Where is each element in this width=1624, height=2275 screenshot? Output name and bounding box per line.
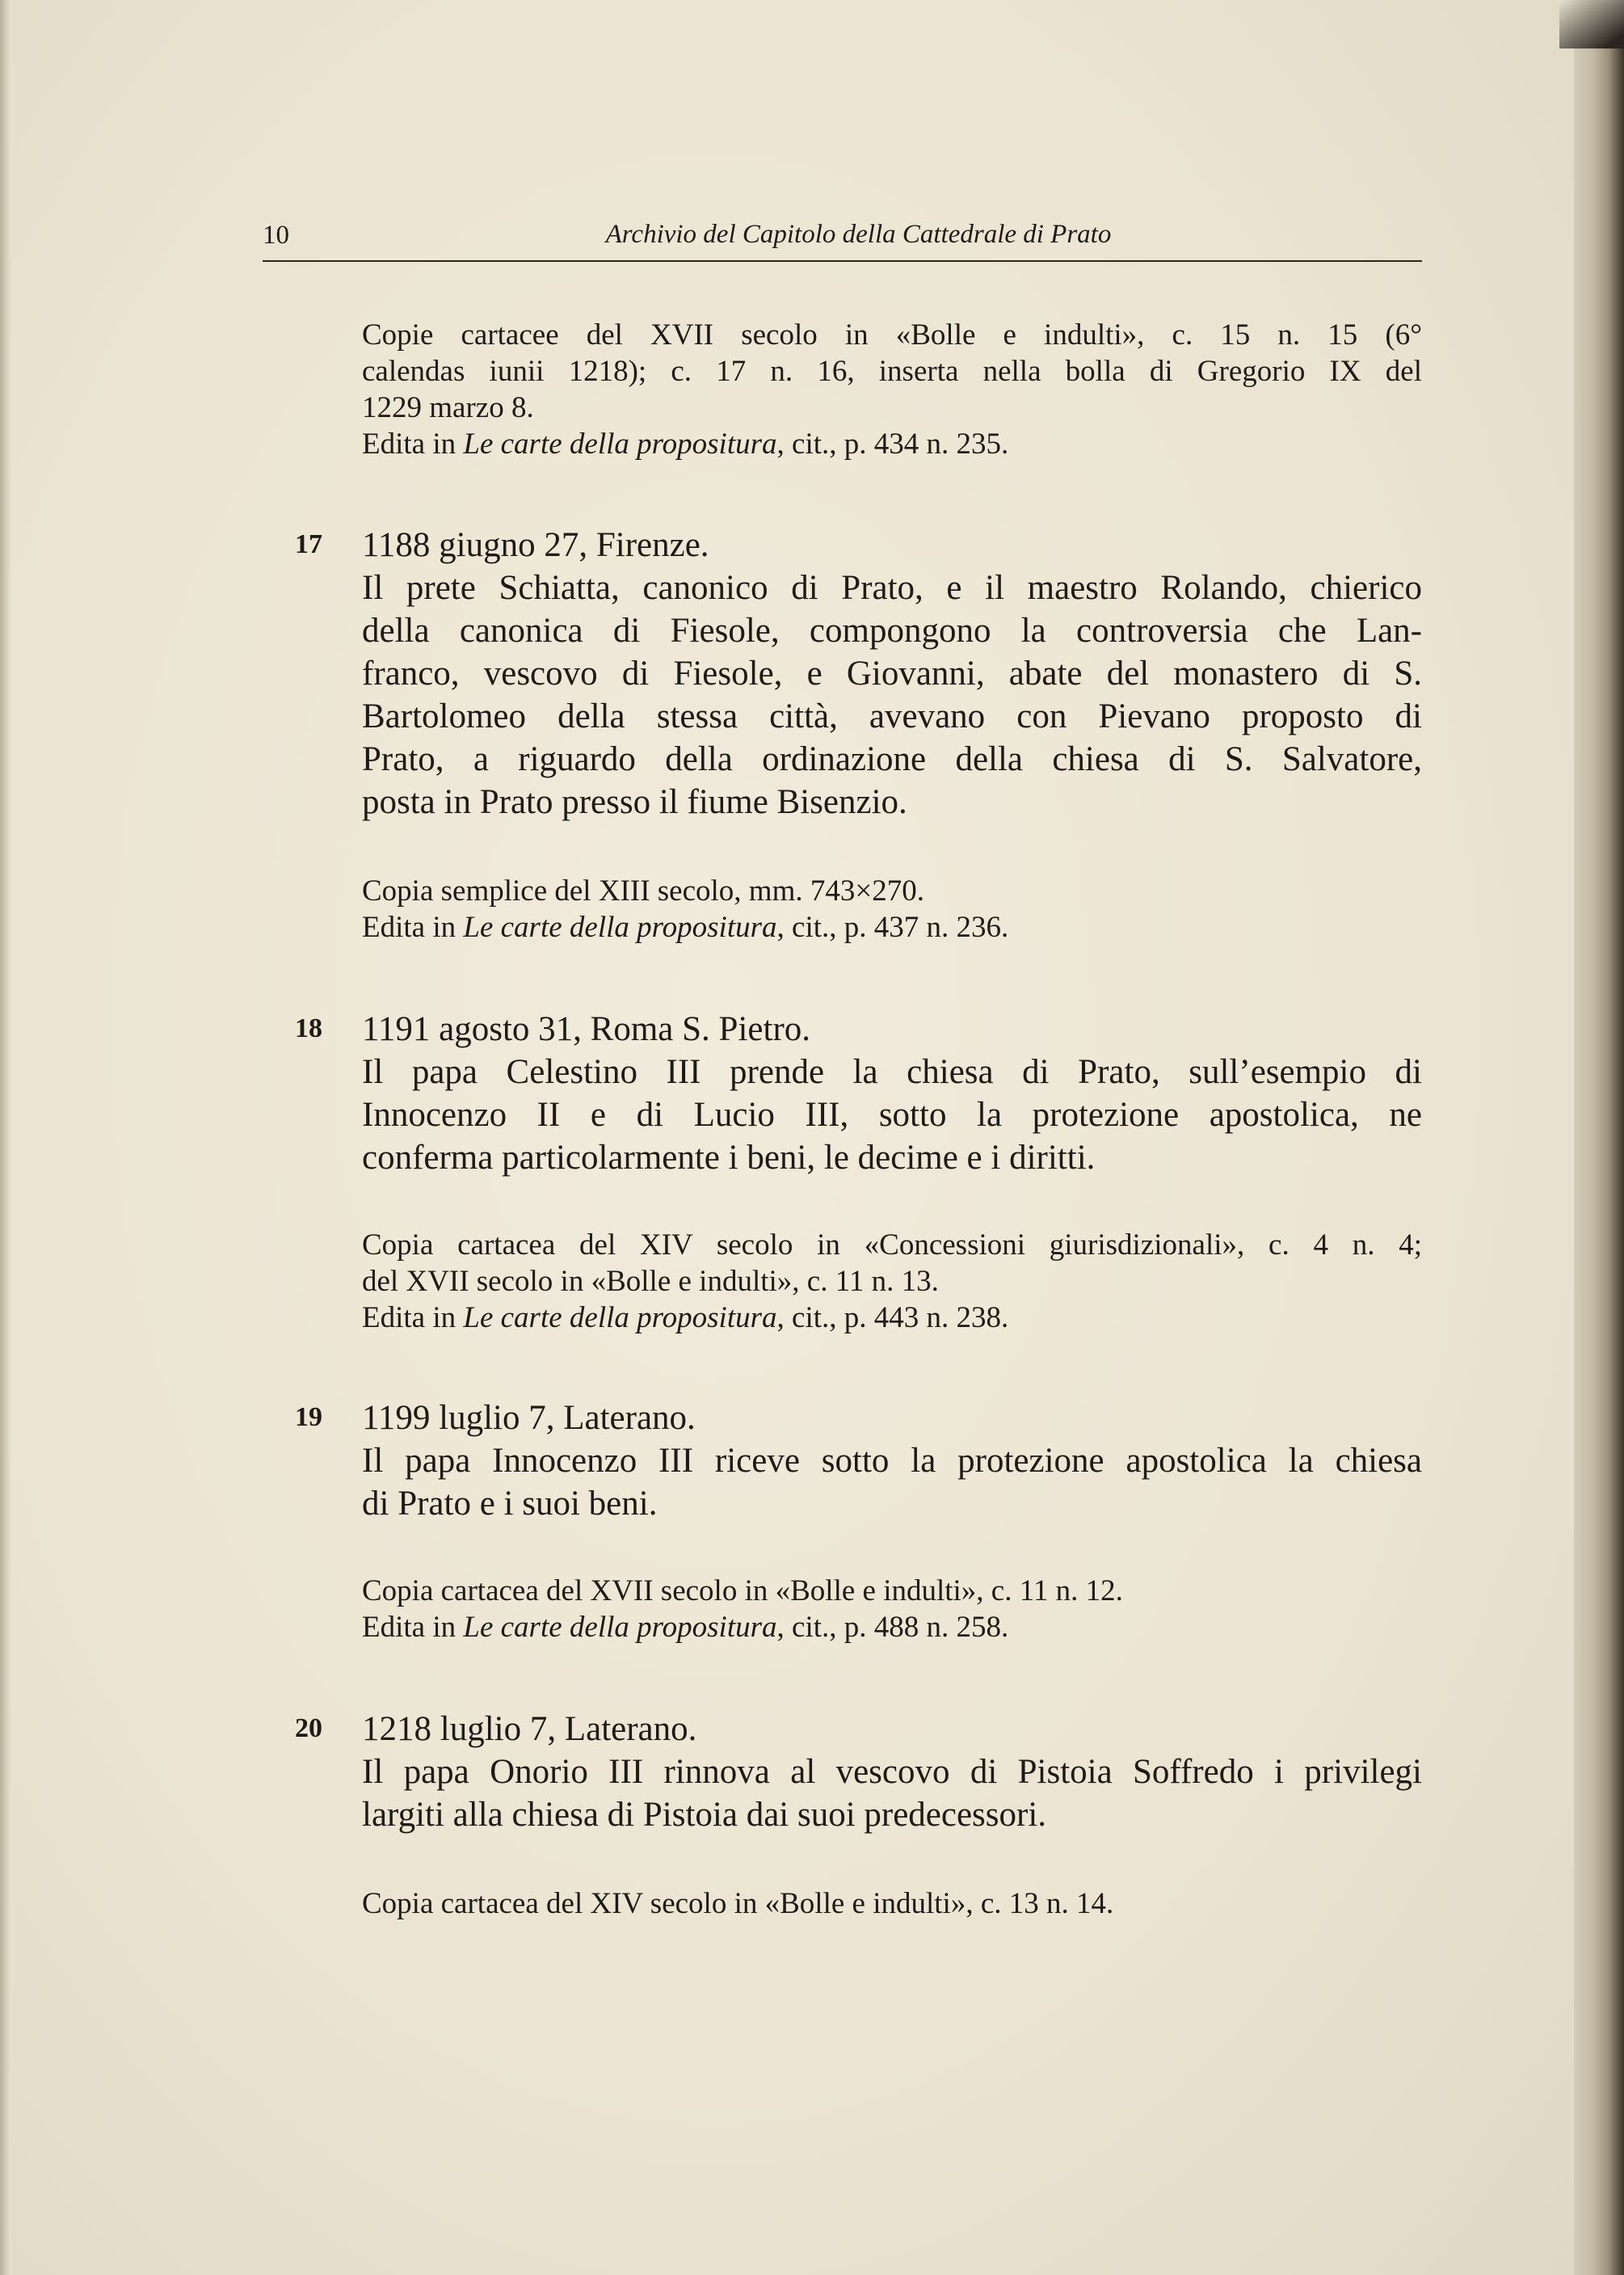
entry-date: 1191 agosto 31, Roma S. Pietro. — [362, 1010, 811, 1048]
entry-number: 20 — [295, 1713, 322, 1743]
page-edge-corner — [1559, 0, 1624, 48]
edition-line: Edita in Le carte della propositura, cit., p. 434 n. 235. — [362, 428, 1009, 461]
summary-line: della canonica di Fiesole, compongono la controversia che Lan- — [362, 612, 1422, 650]
entry-19-copy — [362, 1573, 1422, 1645]
entry-17 — [362, 524, 1422, 824]
edition-title: Le carte della propositura — [463, 428, 777, 461]
copy-line: del XVII secolo in «Bolle e indulti», c. 11 n. 13. — [362, 1265, 939, 1298]
page-number: 10 — [263, 221, 289, 250]
edition-title: Le carte della propositura — [463, 911, 777, 944]
edition-line: Edita in Le carte della propositura, cit., p. 488 n. 258. — [362, 1611, 1009, 1644]
entry-number: 17 — [295, 529, 322, 559]
entry-date: 1188 giugno 27, Firenze. — [362, 526, 709, 564]
intro-copy — [362, 317, 1422, 462]
summary-line: franco, vescovo di Fiesole, e Giovanni, abate del monastero di S. — [362, 655, 1422, 693]
edition-line: Edita in Le carte della propositura, cit., p. 443 n. 238. — [362, 1301, 1009, 1334]
summary-line: Il papa Celestino III prende la chiesa di Prato, sull’esempio di — [362, 1053, 1422, 1091]
book-gutter — [0, 0, 11, 2275]
entry-number: 19 — [295, 1402, 322, 1432]
entry-18 — [362, 1008, 1422, 1179]
entry-date: 1218 luglio 7, Laterano. — [362, 1710, 697, 1748]
summary-line: Il papa Innocenzo III riceve sotto la protezione apostolica la chiesa — [362, 1442, 1422, 1480]
copy-line: Copia cartacea del XIV secolo in «Concessioni giurisdizionali», c. 4 n. 4; — [362, 1228, 1422, 1262]
copy-line: calendas iunii 1218); c. 17 n. 16, inserta nella bolla di Gregorio IX del — [362, 355, 1422, 388]
entry-17-copy — [362, 873, 1422, 946]
summary-line: di Prato e i suoi beni. — [362, 1485, 658, 1523]
entry-date: 1199 luglio 7, Laterano. — [362, 1399, 696, 1437]
summary-line: largiti alla chiesa di Pistoia dai suoi predecessori. — [362, 1796, 1047, 1834]
summary-line: Prato, a riguardo della ordinazione della chiesa di S. Salvatore, — [362, 740, 1422, 778]
entry-20 — [362, 1708, 1422, 1836]
summary-line: Innocenzo II e di Lucio III, sotto la protezione apostolica, ne — [362, 1096, 1422, 1134]
summary-line: conferma particolarmente i beni, le decime e i diritti. — [362, 1139, 1096, 1177]
summary-line: Il papa Onorio III rinnova al vescovo di Pistoia Soffredo i privilegi — [362, 1753, 1422, 1791]
copy-line: 1229 marzo 8. — [362, 391, 534, 424]
running-title: Archivio del Capitolo della Cattedrale di Prato — [605, 220, 1112, 249]
copy-line: Copia semplice del XIII secolo, mm. 743×270. — [362, 874, 924, 908]
page-edge — [1574, 0, 1624, 2275]
copy-line: Copie cartacee del XVII secolo in «Bolle e indulti», c. 15 n. 15 (6° — [362, 318, 1422, 352]
summary-line: Bartolomeo della stessa città, avevano con Pievano proposto di — [362, 697, 1422, 735]
entry-number: 18 — [295, 1013, 322, 1043]
edition-title: Le carte della propositura — [463, 1611, 777, 1644]
summary-line: Il prete Schiatta, canonico di Prato, e il maestro Rolando, chierico — [362, 569, 1422, 607]
entry-19 — [362, 1397, 1422, 1525]
edition-title: Le carte della propositura — [463, 1301, 777, 1334]
copy-line: Copia cartacea del XVII secolo in «Bolle e indulti», c. 11 n. 12. — [362, 1574, 1123, 1607]
copy-line: Copia cartacea del XIV secolo in «Bolle e indulti», c. 13 n. 14. — [362, 1887, 1114, 1920]
running-header — [263, 218, 1422, 262]
entry-20-copy — [362, 1885, 1422, 1922]
edition-line: Edita in Le carte della propositura, cit., p. 437 n. 236. — [362, 911, 1009, 944]
entry-18-copy — [362, 1227, 1422, 1336]
summary-line: posta in Prato presso il fiume Bisenzio. — [362, 783, 907, 821]
